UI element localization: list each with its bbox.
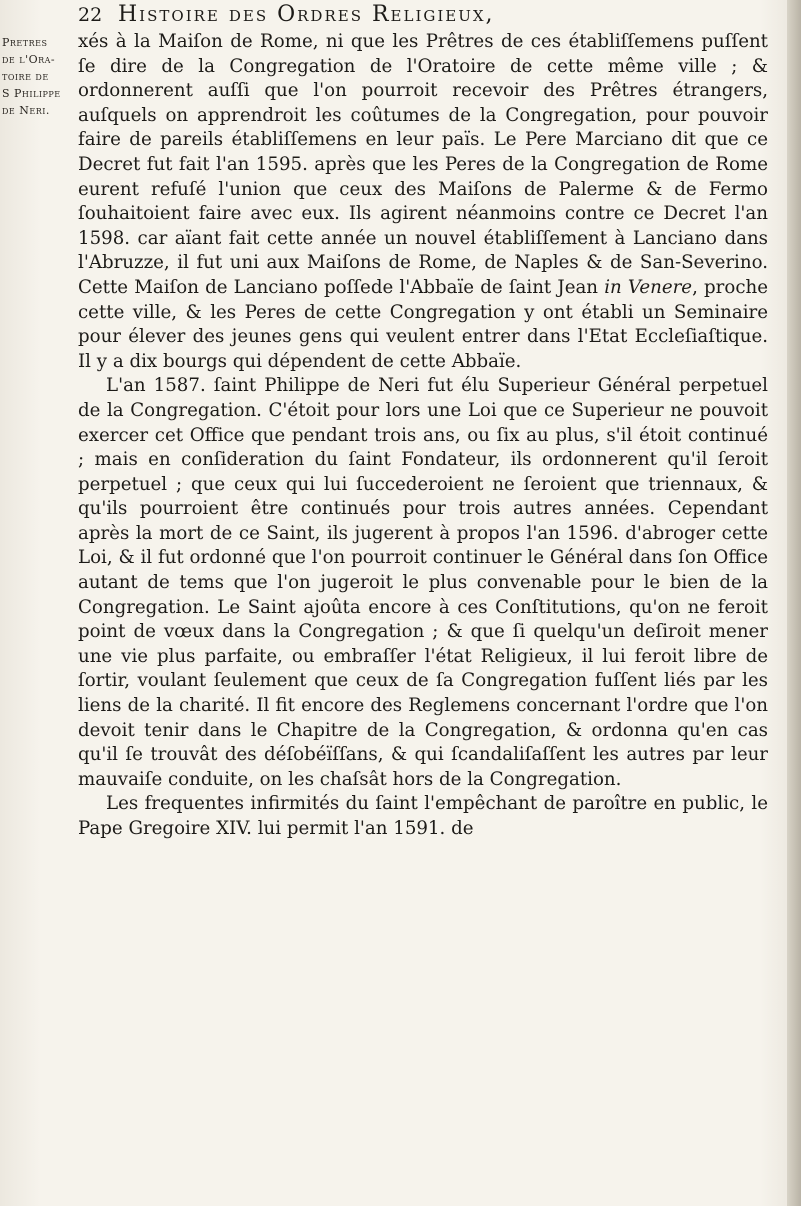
running-title: Histoire des Ordres Religieux, xyxy=(118,2,495,27)
page-number: 22 xyxy=(78,4,103,26)
margin-note-line: Pretres xyxy=(2,36,48,49)
page-header xyxy=(78,2,718,32)
margin-note-line: toire de xyxy=(2,70,49,83)
italic-phrase: in Venere xyxy=(604,276,693,298)
margin-note-line: de l'Ora- xyxy=(2,53,56,66)
paragraph-2 xyxy=(78,374,768,792)
margin-note-line: de Neri. xyxy=(2,104,50,117)
paragraph-text: , proche cette ville, & les Peres de cette Congregation y ont établi un Seminaire pour élever des jeunes gens qui veulent entrer dans l'Etat Eccleſiaſtique. Il y a dix bourgs qui dépendent de cette Abbaïe. xyxy=(78,276,768,372)
margin-note-line: S Philippe xyxy=(2,87,61,100)
paragraph-3 xyxy=(78,792,768,841)
body-text xyxy=(78,30,768,842)
paragraph-text: xés à la Maiſon de Rome, ni que les Prêtres de ces établiſſemens puſſent ſe dire de la Congregation de l'Oratoire de cette même ville ; & ordonnerent auſſi que l'on pourroit recevoir des Prêtres étrangers, auſquels on apprendroit les coûtumes de la Congregation, pour pouvoir faire de pareils établiſſemens en leur païs. Le Pere Marciano dit que ce Decret fut fait l'an 1595. après que les Peres de la Congregation de Rome eurent refuſé l'union que ceux des Maiſons de Palerme & de Fermo ſouhaitoient faire avec eux. Ils agirent néanmoins contre ce Decret l'an 1598. car aïant fait cette année un nouvel établiſſement à Lanciano dans l'Abruzze, il fut uni aux Maiſons de Rome, de Naples & de San-Severino. Cette Maiſon de Lanciano poſſede l'Abbaïe de ſaint Jean xyxy=(78,31,768,298)
margin-note xyxy=(2,34,72,119)
paragraph-text: Les frequentes infirmités du ſaint l'empêchant de paroître en public, le Pape Gregoire XIV. lui permit l'an 1591. de xyxy=(78,793,768,839)
page-edge xyxy=(787,0,801,1206)
paragraph-text: L'an 1587. ſaint Philippe de Neri fut élu Superieur Général perpetuel de la Congregation. C'étoit pour lors une Loi que ce Superieur ne pouvoit exercer cet Office que pendant trois ans, ou ſix au plus, s'il étoit continué ; mais en conſideration du ſaint Fondateur, ils ordonnerent qu'il ſeroit perpetuel ; que ceux qui lui ſuccederoient ne ſeroient que triennaux, & qu'ils pourroient être continués pour trois autres années. Cependant après la mort de ce Saint, ils jugerent à propos l'an 1596. d'abroger cette Loi, & il fut ordonné que l'on pourroit continuer le Général dans ſon Office autant de tems que l'on jugeroit le plus convenable pour le bien de la Congregation. Le Saint ajoûta encore à ces Conſtitutions, qu'on ne feroit point de vœux dans la Congregation ; & que ſi quelqu'un deſiroit mener une vie plus parfaite, ou embraſſer l'état Religieux, il lui feroit libre de ſortir, voulant ſeulement que ceux de ſa Congregation fuſſent liés par les liens de la charité. Il fit encore des Reglemens concernant l'ordre que l'on devoit tenir dans le Chapitre de la Congregation, & ordonna qu'en cas qu'il ſe trouvât des déſobéïſſans, & qui ſcandaliſaſſent les autres par leur mauvaiſe conduite, on les chaſsât hors de la Congregation. xyxy=(78,375,768,790)
paragraph-1 xyxy=(78,30,768,374)
